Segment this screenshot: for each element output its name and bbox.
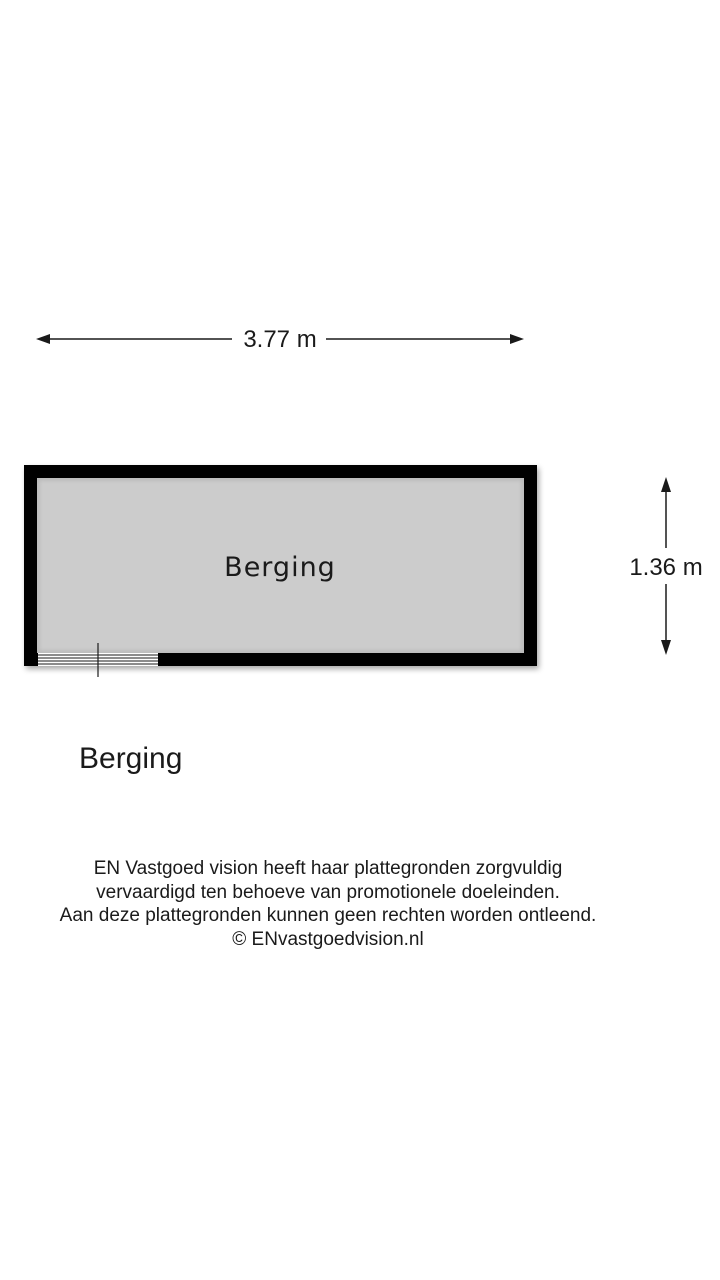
disclaimer-line: Aan deze plattegronden kunnen geen rechten worden ontleend. <box>59 905 597 926</box>
floor-title: Berging <box>79 742 183 775</box>
height-dimension-label: 1.36 m <box>629 554 703 581</box>
copyright-line: © ENvastgoedvision.nl <box>232 928 424 950</box>
height-dimension <box>629 477 702 655</box>
arrow-down-icon <box>661 640 671 655</box>
arrow-up-icon <box>661 477 671 492</box>
arrow-right-icon <box>510 334 524 344</box>
arrow-left-icon <box>36 334 50 344</box>
disclaimer-line: EN Vastgoed vision heeft haar plattegronden zorgvuldig <box>93 858 563 879</box>
disclaimer-line: vervaardigd ten behoeve van promotionele doeleinden. <box>96 881 560 903</box>
width-dimension-label: 3.77 m <box>243 326 317 353</box>
width-dimension <box>36 326 524 353</box>
room-label: Berging <box>224 552 336 583</box>
room-berging <box>24 465 537 677</box>
disclaimer <box>0 857 656 951</box>
